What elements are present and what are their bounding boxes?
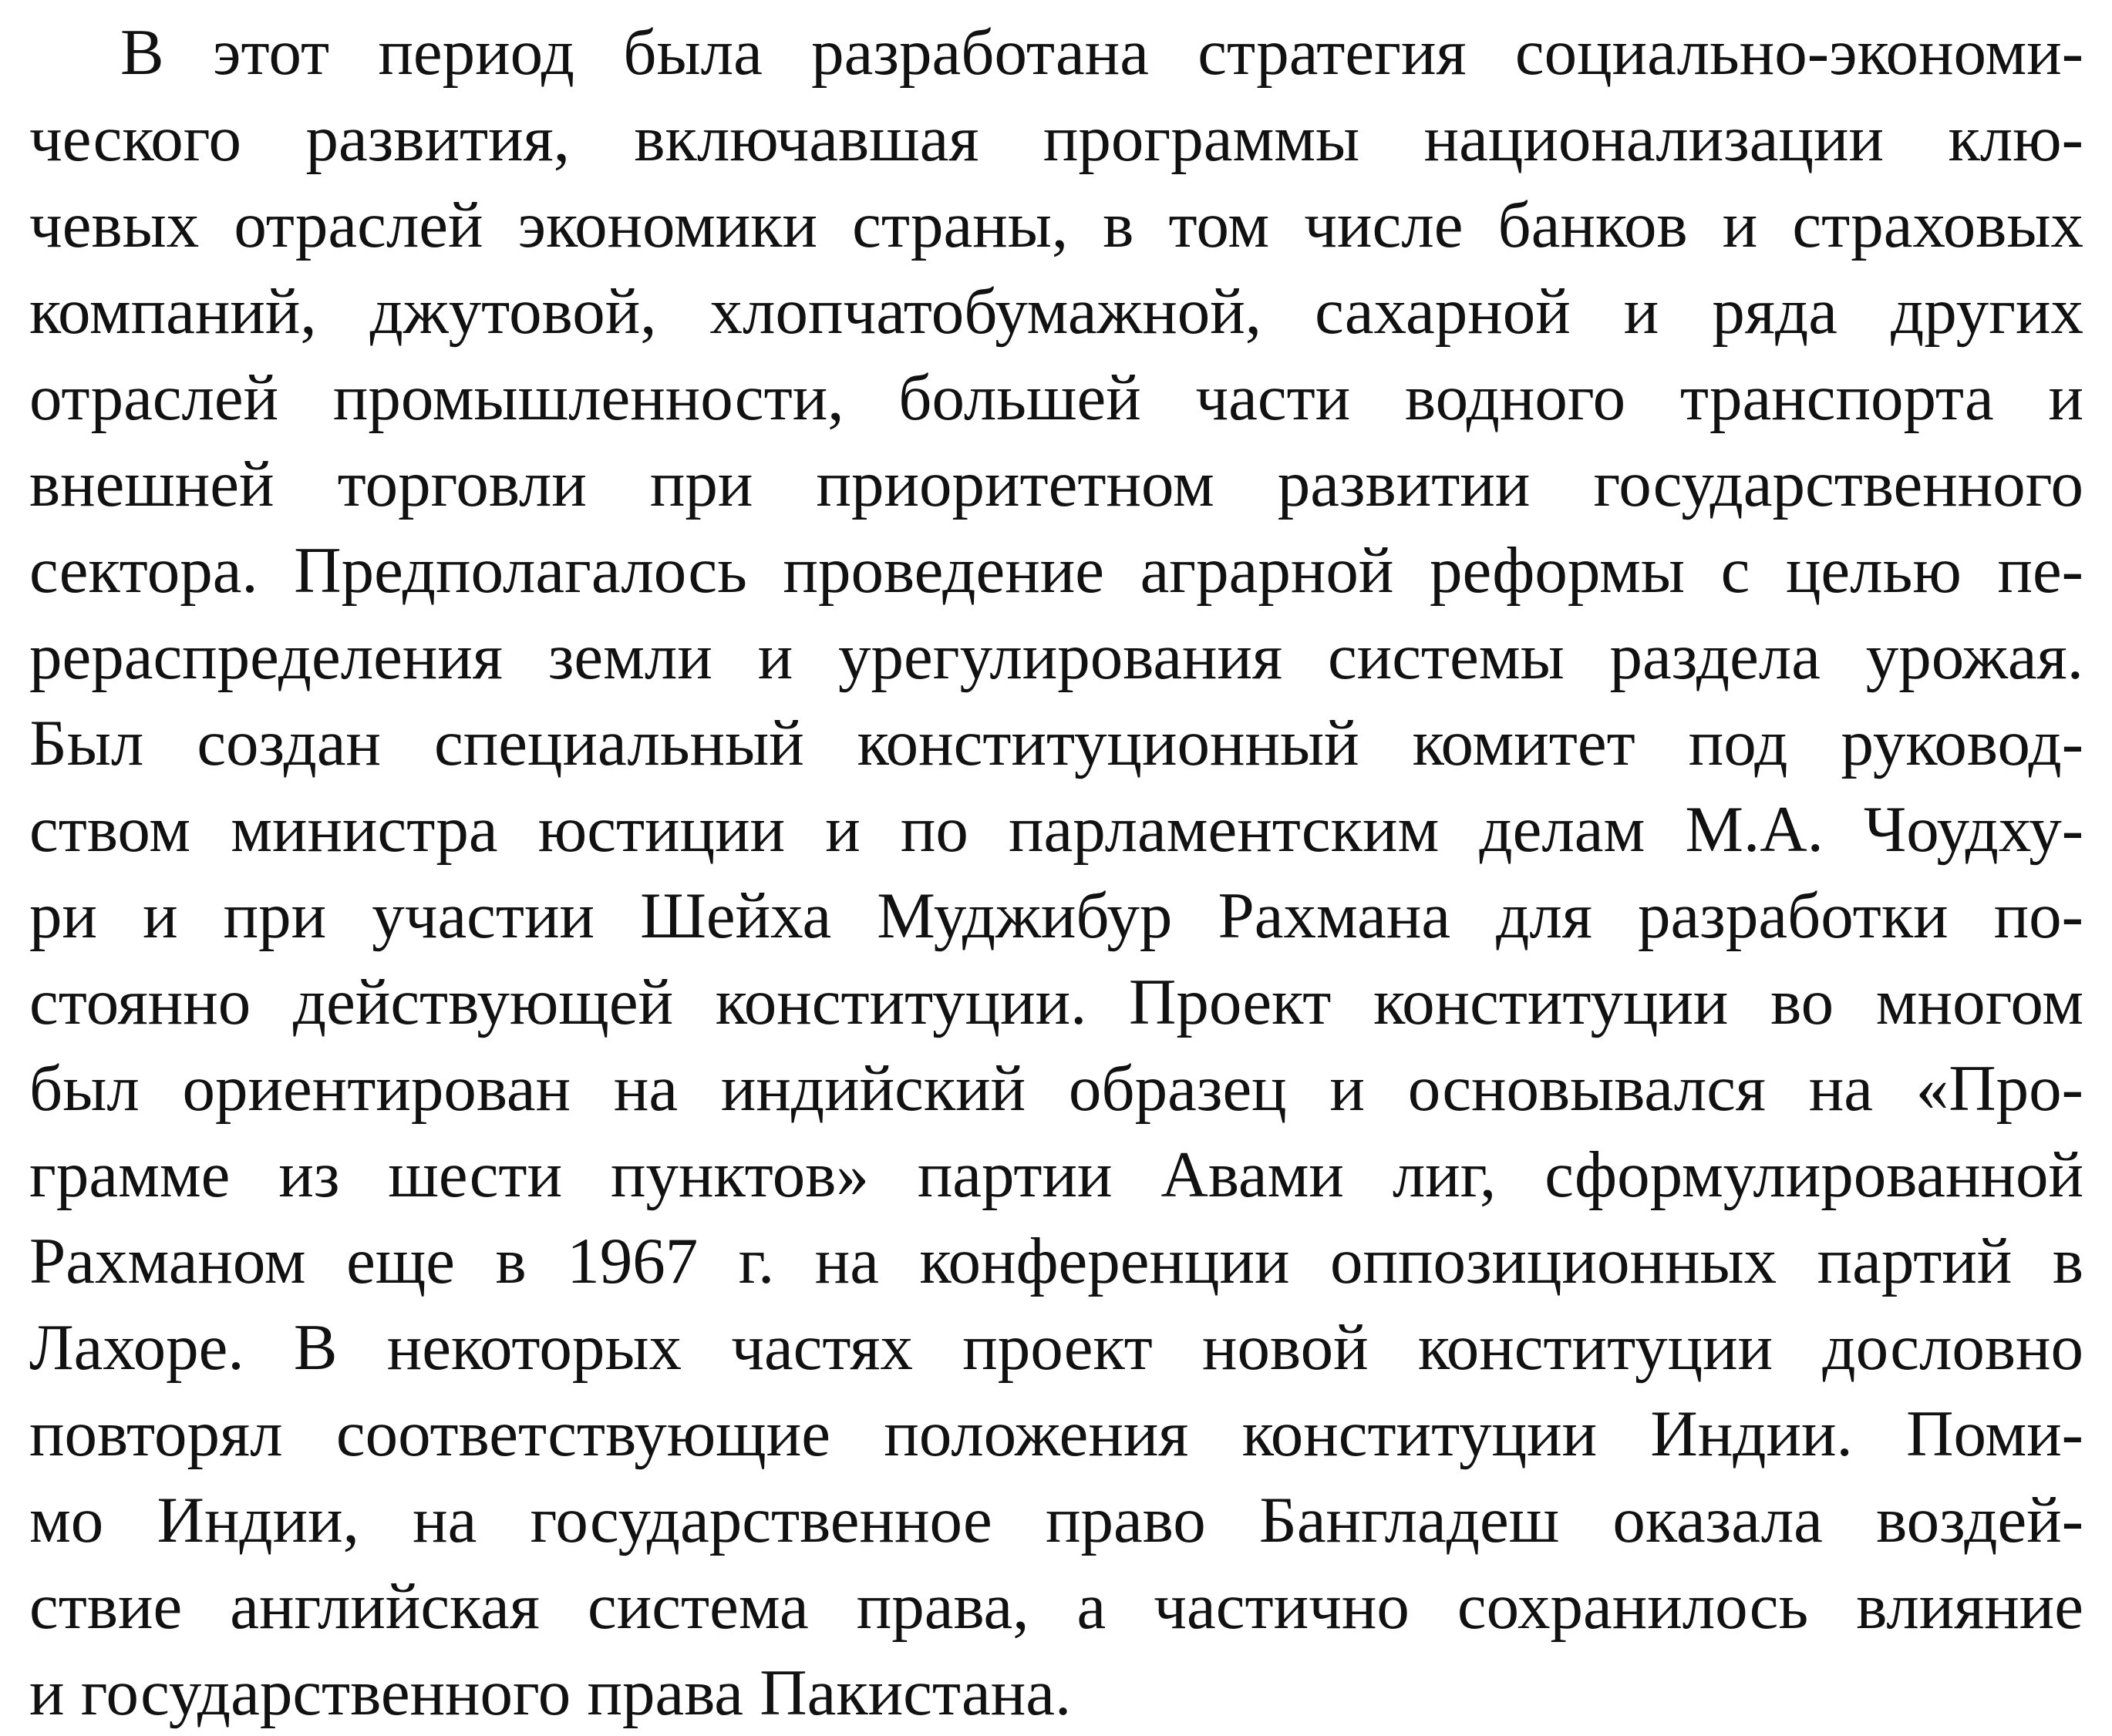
text-line: Был создан специальный конституционный комитет под руковод- <box>29 707 2083 779</box>
text-line: рераспределения земли и урегулирования системы раздела урожая. <box>29 621 2083 693</box>
text-line: внешней торговли при приоритетном развитии государственного <box>29 448 2083 520</box>
text-line: грамме из шести пунктов» партии Авами лиг, сформулированной <box>29 1139 2083 1211</box>
text-line: был ориентирован на индийский образец и основывался на «Про- <box>29 1052 2083 1125</box>
text-line: ствие английская система права, а частично сохранилось влияние <box>29 1570 2083 1643</box>
text-line: сектора. Предполагалось проведение аграрной реформы с целью пе- <box>29 534 2083 607</box>
text-line: Лахоре. В некоторых частях проект новой конституции дословно <box>29 1311 2083 1384</box>
text-line: ри и при участии Шейха Муджибур Рахмана для разработки по- <box>29 880 2083 952</box>
text-line: чевых отраслей экономики страны, в том числе банков и страховых <box>29 189 2083 261</box>
paragraph <box>29 9 2083 1736</box>
text-line: ческого развития, включавшая программы национализации клю- <box>29 103 2083 175</box>
text-line: и государственного права Пакистана. <box>29 1657 1072 1729</box>
text-line: ством министра юстиции и по парламентским делам М.А. Чоудху- <box>29 793 2083 866</box>
text-line: Рахманом еще в 1967 г. на конференции оппозиционных партий в <box>29 1225 2083 1297</box>
text-line: стоянно действующей конституции. Проект конституции во многом <box>29 966 2083 1038</box>
text-line: компаний, джутовой, хлопчатобумажной, сахарной и ряда других <box>29 275 2083 348</box>
text-line: мо Индии, на государственное право Бангладеш оказала воздей- <box>29 1484 2083 1556</box>
text-line: В этот период была разработана стратегия социально-экономи- <box>120 16 2083 89</box>
text-line: отраслей промышленности, большей части водного транспорта и <box>29 362 2083 434</box>
text-line: повторял соответствующие положения конституции Индии. Поми- <box>29 1398 2083 1470</box>
